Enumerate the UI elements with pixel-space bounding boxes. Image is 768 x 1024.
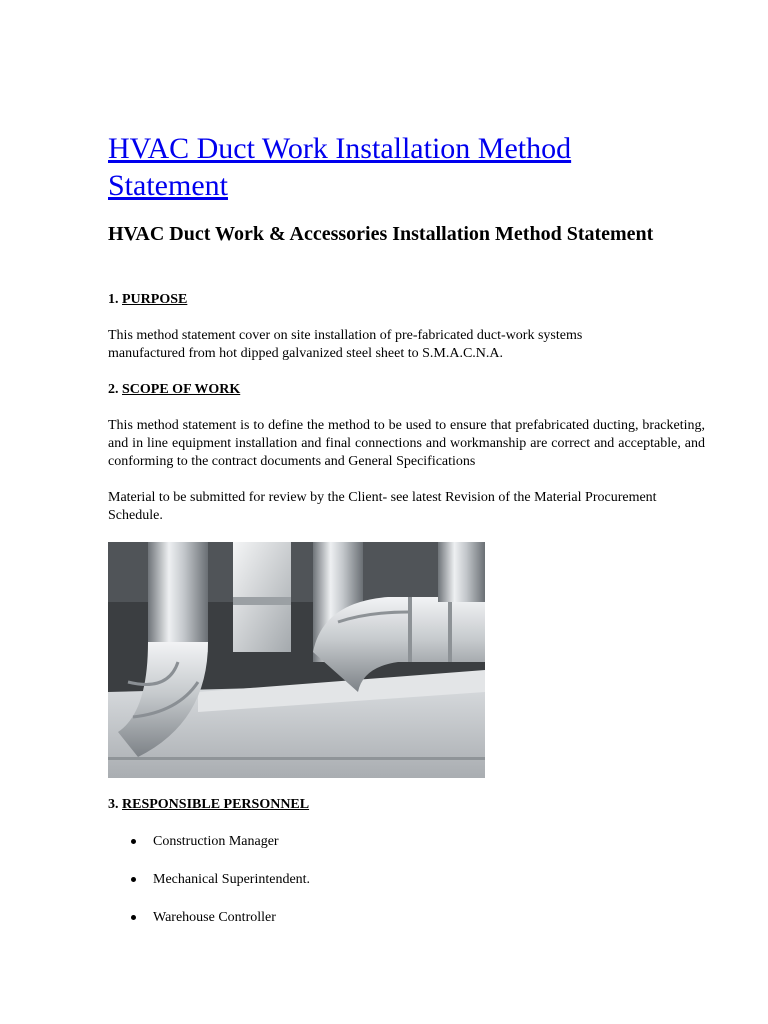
- purpose-paragraph: This method statement cover on site installation of pre-fabricated duct-work systems manufactured from hot dipped galvanized steel sheet to S.M.A.C.N.A.: [108, 328, 583, 361]
- section-title: RESPONSIBLE PERSONNEL: [122, 797, 310, 812]
- section-number: 1.: [108, 292, 119, 307]
- ductwork-photo-icon: [108, 542, 485, 778]
- bullet-icon: [131, 877, 136, 882]
- section-heading-purpose: [108, 291, 187, 309]
- scope-paragraph: This method statement is to define the method to be used to ensure that prefabricated ducting, bracketing, and in line equipment installation and final connections and workmanship are correct and acceptable, and conforming to the contract documents and General Specifications: [108, 418, 705, 469]
- material-paragraph: Material to be submitted for review by the Client- see latest Revision of the Material Procurement Schedule.: [108, 490, 657, 523]
- document-title[interactable]: [108, 130, 668, 204]
- document-title-link[interactable]: HVAC Duct Work Installation Method Statement: [108, 132, 572, 202]
- list-item-label: Construction Manager: [153, 834, 279, 849]
- section-title: PURPOSE: [122, 292, 188, 307]
- list-item-label: Warehouse Controller: [153, 910, 276, 925]
- section-heading-personnel: [108, 796, 309, 814]
- bullet-icon: [131, 839, 136, 844]
- section-number: 2.: [108, 382, 119, 397]
- bullet-icon: [131, 915, 136, 920]
- section-heading-scope: [108, 381, 240, 399]
- section-number: 3.: [108, 797, 119, 812]
- ductwork-photo: [108, 542, 485, 778]
- section-title: SCOPE OF WORK: [122, 382, 241, 397]
- document-subtitle: HVAC Duct Work & Accessories Installation Method Statement: [108, 223, 654, 245]
- list-item-label: Mechanical Superintendent.: [153, 872, 311, 887]
